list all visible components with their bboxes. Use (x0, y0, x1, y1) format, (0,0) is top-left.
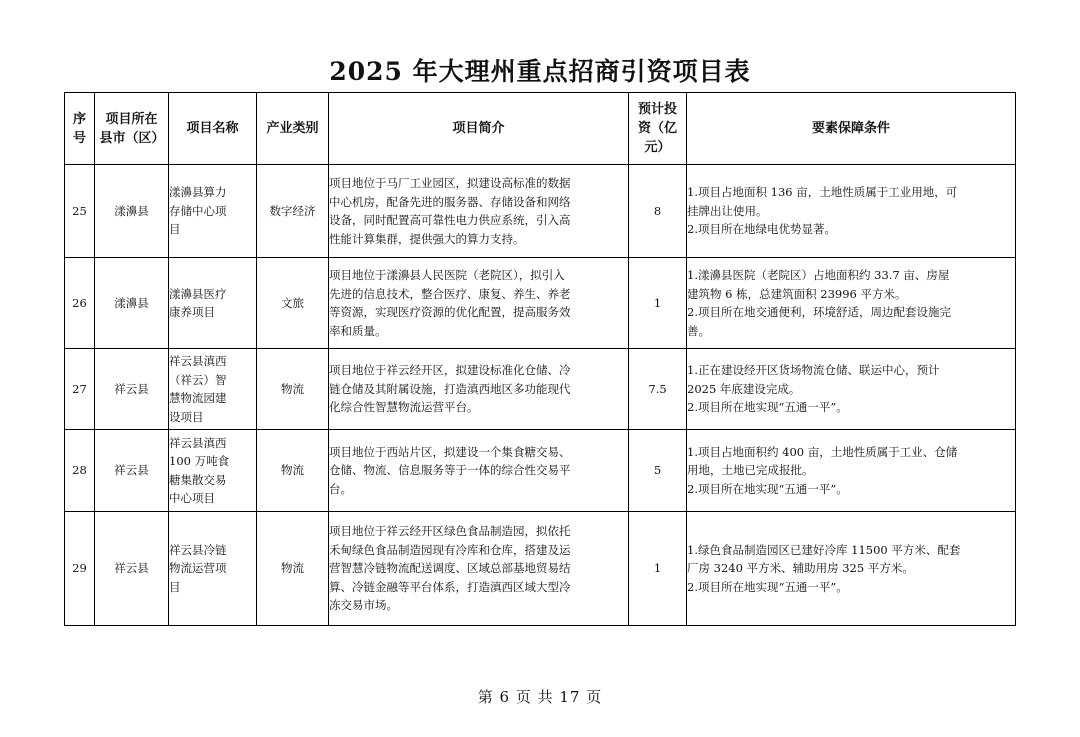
cell-intro (329, 165, 629, 258)
cell-intro-line: 等资源，实现医疗资源的优化配置，提高服务效 (329, 305, 571, 319)
cell-conditions-line: 2.项目所在地绿电优势显著。 (687, 222, 836, 237)
cell-project-name-line: 物流运营项 (169, 561, 227, 576)
cell-industry: 数字经济 (257, 165, 329, 258)
project-table (64, 92, 1016, 626)
cell-conditions-line: 2.项目所在地实现“五通一平”。 (687, 579, 848, 594)
cell-conditions-line: 1.绿色食品制造园区已建好冷库 11500 平方米、配套 (687, 542, 961, 557)
cell-seq: 25 (65, 165, 95, 258)
cell-county: 祥云县 (95, 349, 169, 430)
cell-intro-line: 项目地位于西站片区，拟建设一个集食糖交易、 (329, 444, 571, 459)
cell-intro-line: 禾甸绿色食品制造园现有冷库和仓库，搭建及运 (329, 542, 571, 557)
cell-project-name-line: 目 (169, 579, 181, 594)
cell-county: 漾濞县 (95, 165, 169, 258)
cell-intro (329, 258, 629, 349)
cell-intro-line: 链仓储及其附属设施，打造滇西地区多功能现代 (329, 381, 571, 396)
cell-project-name (169, 258, 257, 349)
cell-intro-line: 率和质量。 (329, 323, 387, 338)
cell-conditions-line: 善。 (687, 323, 710, 338)
page-title: 2025 年大理州重点招商引资项目表 (329, 57, 751, 86)
table-row (65, 430, 1016, 512)
table-row (65, 349, 1016, 430)
cell-conditions (687, 165, 1016, 258)
cell-conditions-line: 2.项目所在地实现“五通一平”。 (687, 481, 848, 496)
table-row (65, 512, 1016, 626)
cell-project-name-line: 目 (169, 222, 181, 237)
cell-conditions-line: 1.正在建设经开区货场物流仓储、联运中心，预计 (687, 363, 940, 378)
cell-intro-line: 算、冷链金融等平台体系，打造滇西区域大型冷 (329, 579, 571, 594)
cell-project-name (169, 430, 257, 512)
page-footer: 第 6 页 共 17 页 (477, 688, 603, 706)
cell-conditions (687, 430, 1016, 512)
cell-county: 祥云县 (95, 430, 169, 512)
cell-intro-line: 营智慧冷链物流配送调度、区域总部基地贸易结 (329, 561, 571, 576)
cell-conditions (687, 349, 1016, 430)
cell-project-name-line: 漾濞县算力 (169, 185, 227, 200)
header-county: 项目所在县市（区） (95, 93, 169, 165)
cell-industry: 物流 (257, 512, 329, 626)
cell-intro-line: 项目地位于漾濞县人民医院（老院区），拟引入 (329, 268, 565, 282)
cell-project-name-line: 祥云县滇西 (169, 435, 227, 450)
cell-conditions-line: 2.项目所在地交通便利，环境舒适，周边配套设施完 (687, 305, 951, 319)
cell-project-name-line: 祥云县冷链 (169, 542, 227, 557)
cell-seq: 26 (65, 258, 95, 349)
cell-intro-line: 项目地位于祥云经开区绿色食品制造园，拟依托 (329, 524, 571, 539)
cell-investment: 1 (629, 512, 687, 626)
cell-industry: 文旅 (257, 258, 329, 349)
cell-intro-line: 台。 (329, 481, 352, 496)
cell-county: 漾濞县 (95, 258, 169, 349)
cell-intro-line: 中心机房，配备先进的服务器、存储设备和网络 (329, 194, 571, 209)
header-intro: 项目简介 (329, 93, 629, 165)
header-seq: 序号 (65, 93, 95, 165)
cell-intro-line: 仓储、物流、信息服务等于一体的综合性交易平 (329, 463, 571, 478)
cell-intro-line: 化综合性智慧物流运营平台。 (329, 400, 479, 415)
cell-county: 祥云县 (95, 512, 169, 626)
cell-project-name-line: 康养项目 (169, 305, 215, 319)
cell-conditions-line: 2.项目所在地实现“五通一平”。 (687, 400, 848, 415)
cell-project-name-line: 祥云县滇西 (169, 354, 227, 368)
cell-conditions (687, 258, 1016, 349)
cell-project-name (169, 349, 257, 430)
cell-industry: 物流 (257, 430, 329, 512)
cell-project-name (169, 165, 257, 258)
cell-intro (329, 349, 629, 430)
cell-project-name (169, 512, 257, 626)
cell-investment: 8 (629, 165, 687, 258)
cell-intro-line: 先进的信息技术，整合医疗、康复、养生、养老 (329, 286, 571, 301)
cell-intro-line: 冻交易市场。 (329, 598, 398, 613)
table-row (65, 258, 1016, 349)
cell-conditions-line: 2025 年底建设完成。 (687, 381, 801, 396)
header-conditions: 要素保障条件 (687, 93, 1016, 165)
cell-intro (329, 512, 629, 626)
cell-intro-line: 项目地位于祥云经开区，拟建设标准化仓储、冷 (329, 363, 571, 378)
cell-conditions-line: 厂房 3240 平方米、辅助用房 325 平方米。 (687, 561, 914, 576)
cell-conditions-line: 挂牌出让使用。 (687, 203, 768, 218)
cell-conditions-line: 1.漾濞县医院（老院区）占地面积约 33.7 亩、房屋 (687, 268, 950, 282)
cell-intro-line: 设备，同时配置高可靠性电力供应系统，引入高 (329, 213, 571, 227)
cell-conditions-line: 1.项目占地面积 136 亩，土地性质属于工业用地，可 (687, 185, 958, 200)
cell-conditions (687, 512, 1016, 626)
cell-conditions-line: 建筑物 6 栋，总建筑面积 23996 平方米。 (687, 286, 907, 301)
header-investment: 预计投资（亿元） (629, 93, 687, 165)
cell-seq: 29 (65, 512, 95, 626)
cell-intro-line: 项目地位于马厂工业园区，拟建设高标准的数据 (329, 176, 571, 190)
cell-project-name-line: 存储中心项 (169, 203, 227, 218)
cell-investment: 7.5 (629, 349, 687, 430)
cell-project-name-line: 中心项目 (169, 491, 215, 505)
cell-project-name-line: （祥云）智 (169, 372, 227, 387)
cell-conditions-line: 1.项目占地面积约 400 亩，土地性质属于工业、仓储 (687, 444, 958, 459)
cell-project-name-line: 设项目 (169, 409, 204, 424)
cell-seq: 28 (65, 430, 95, 512)
cell-intro (329, 430, 629, 512)
cell-industry: 物流 (257, 349, 329, 430)
cell-conditions-line: 用地，土地已完成报批。 (687, 463, 814, 478)
cell-intro-line: 性能计算集群，提供强大的算力支持。 (329, 231, 525, 246)
cell-seq: 27 (65, 349, 95, 430)
cell-project-name-line: 100 万吨食 (169, 454, 230, 468)
cell-investment: 5 (629, 430, 687, 512)
table-row (65, 165, 1016, 258)
cell-project-name-line: 漾濞县医疗 (169, 286, 227, 301)
cell-project-name-line: 慧物流园建 (169, 391, 227, 405)
cell-investment: 1 (629, 258, 687, 349)
header-industry: 产业类别 (257, 93, 329, 165)
table-header-row (65, 93, 1016, 165)
header-name: 项目名称 (169, 93, 257, 165)
cell-project-name-line: 糖集散交易 (169, 472, 227, 487)
